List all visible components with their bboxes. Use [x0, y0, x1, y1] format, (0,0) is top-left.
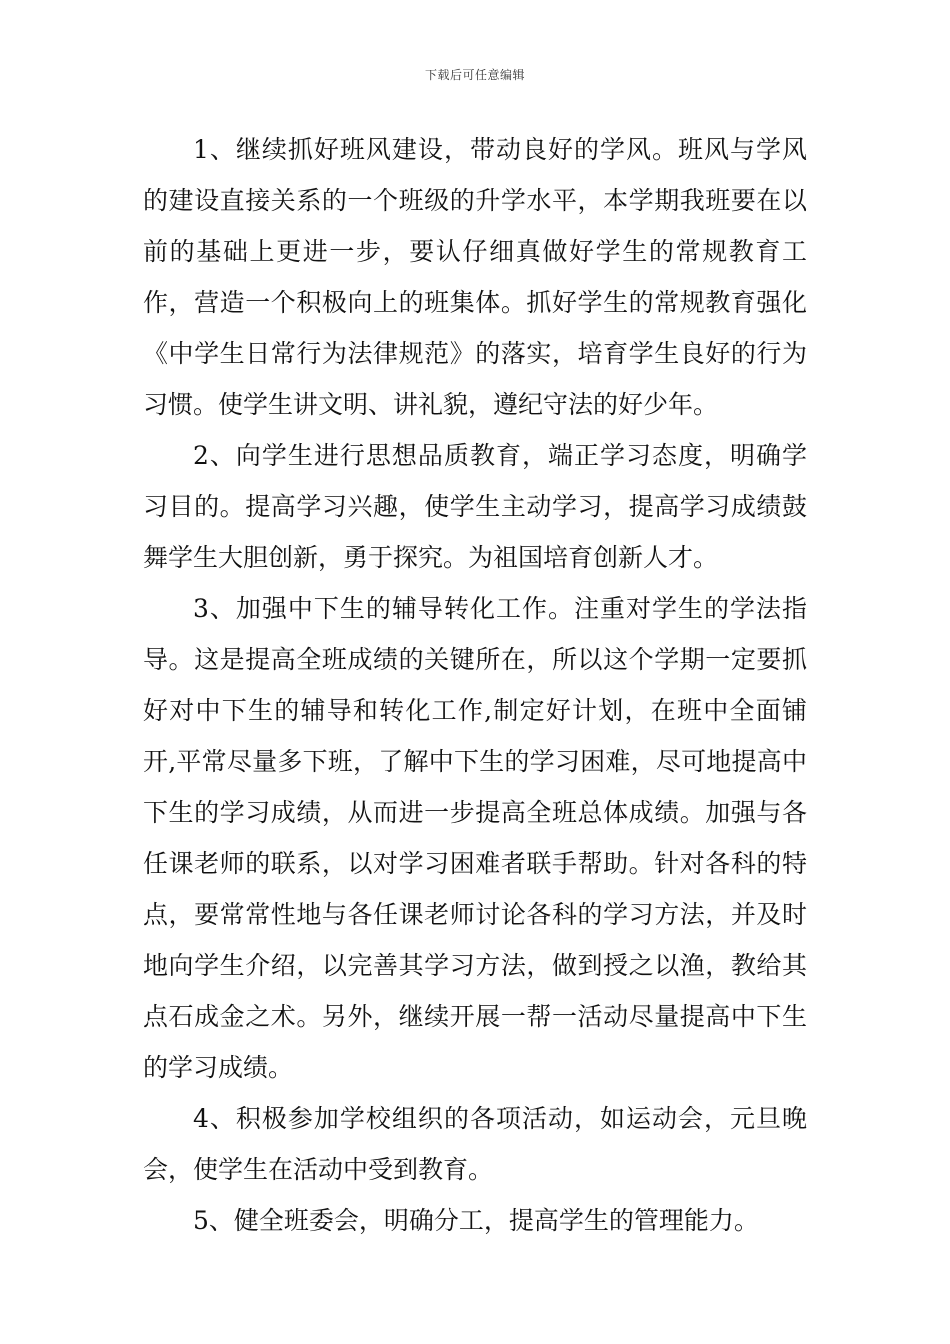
header-note: 下载后可任意编辑	[424, 68, 525, 82]
paragraph-2: 2、向学生进行思想品质教育，端正学习态度，明确学习目的。提高学习兴趣，使学生主动学习，提高学习成绩鼓舞学生大胆创新，勇于探究。为祖国培育创新人才。	[143, 441, 807, 572]
paragraph-4: 4、积极参加学校组织的各项活动，如运动会，元旦晚会，使学生在活动中受到教育。	[143, 1104, 807, 1184]
paragraph-5: 5、健全班委会，明确分工，提高学生的管理能力。	[193, 1206, 759, 1235]
paragraph-1: 1、继续抓好班风建设，带动良好的学风。班风与学风的建设直接关系的一个班级的升学水平，本学期我班要在以前的基础上更进一步，要认仔细真做好学生的常规教育工作，营造一个积极向上的班集体。抓好学生的常规教育强化《中学生日常行为法律规范》的落实，培育学生良好的行为习惯。使学生讲文明、讲礼貌，遵纪守法的好少年。	[143, 135, 807, 419]
document-body	[143, 124, 807, 1246]
paragraph-3: 3、加强中下生的辅导转化工作。注重对学生的学法指导。这是提高全班成绩的关键所在，所以这个学期一定要抓好对中下生的辅导和转化工作,制定好计划，在班中全面铺开,平常尽量多下班，了解中下生的学习困难，尽可地提高中下生的学习成绩，从而进一步提高全班总体成绩。加强与各任课老师的联系，以对学习困难者联手帮助。针对各科的特点，要常常性地与各任课老师讨论各科的学习方法，并及时地向学生介绍，以完善其学习方法，做到授之以渔，教给其点石成金之术。另外，继续开展一帮一活动尽量提高中下生的学习成绩。	[143, 594, 807, 1082]
